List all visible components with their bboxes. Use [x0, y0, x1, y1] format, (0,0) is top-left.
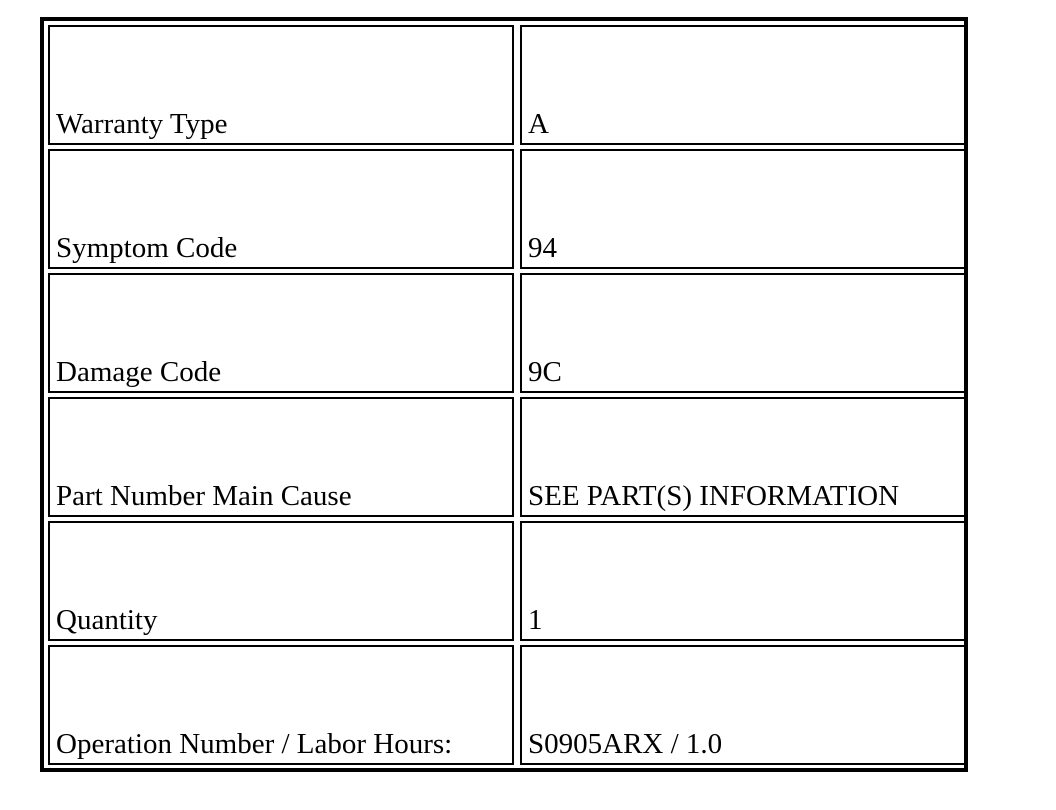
value-cell — [520, 397, 968, 517]
row-value: 1 — [528, 604, 543, 636]
label-cell — [48, 397, 514, 517]
table-row — [48, 397, 960, 517]
row-label: Symptom Code — [56, 232, 238, 264]
warranty-table — [40, 17, 968, 772]
row-label: Damage Code — [56, 356, 222, 388]
row-value: S0905ARX / 1.0 — [528, 728, 723, 760]
table-row — [48, 645, 960, 765]
row-value: 9C — [528, 356, 562, 388]
table-row — [48, 25, 960, 145]
row-label: Operation Number / Labor Hours: — [56, 728, 453, 760]
row-value: SEE PART(S) INFORMATION — [528, 480, 900, 512]
label-cell — [48, 273, 514, 393]
table-row — [48, 273, 960, 393]
row-value: A — [528, 108, 549, 140]
label-cell — [48, 645, 514, 765]
label-cell — [48, 25, 514, 145]
value-cell — [520, 521, 968, 641]
table-row — [48, 149, 960, 269]
value-cell — [520, 645, 968, 765]
table-row — [48, 521, 960, 641]
row-value: 94 — [528, 232, 557, 264]
row-label: Part Number Main Cause — [56, 480, 352, 512]
label-cell — [48, 149, 514, 269]
row-label: Warranty Type — [56, 108, 228, 140]
value-cell — [520, 149, 968, 269]
value-cell — [520, 25, 968, 145]
label-cell — [48, 521, 514, 641]
row-label: Quantity — [56, 604, 158, 636]
value-cell — [520, 273, 968, 393]
